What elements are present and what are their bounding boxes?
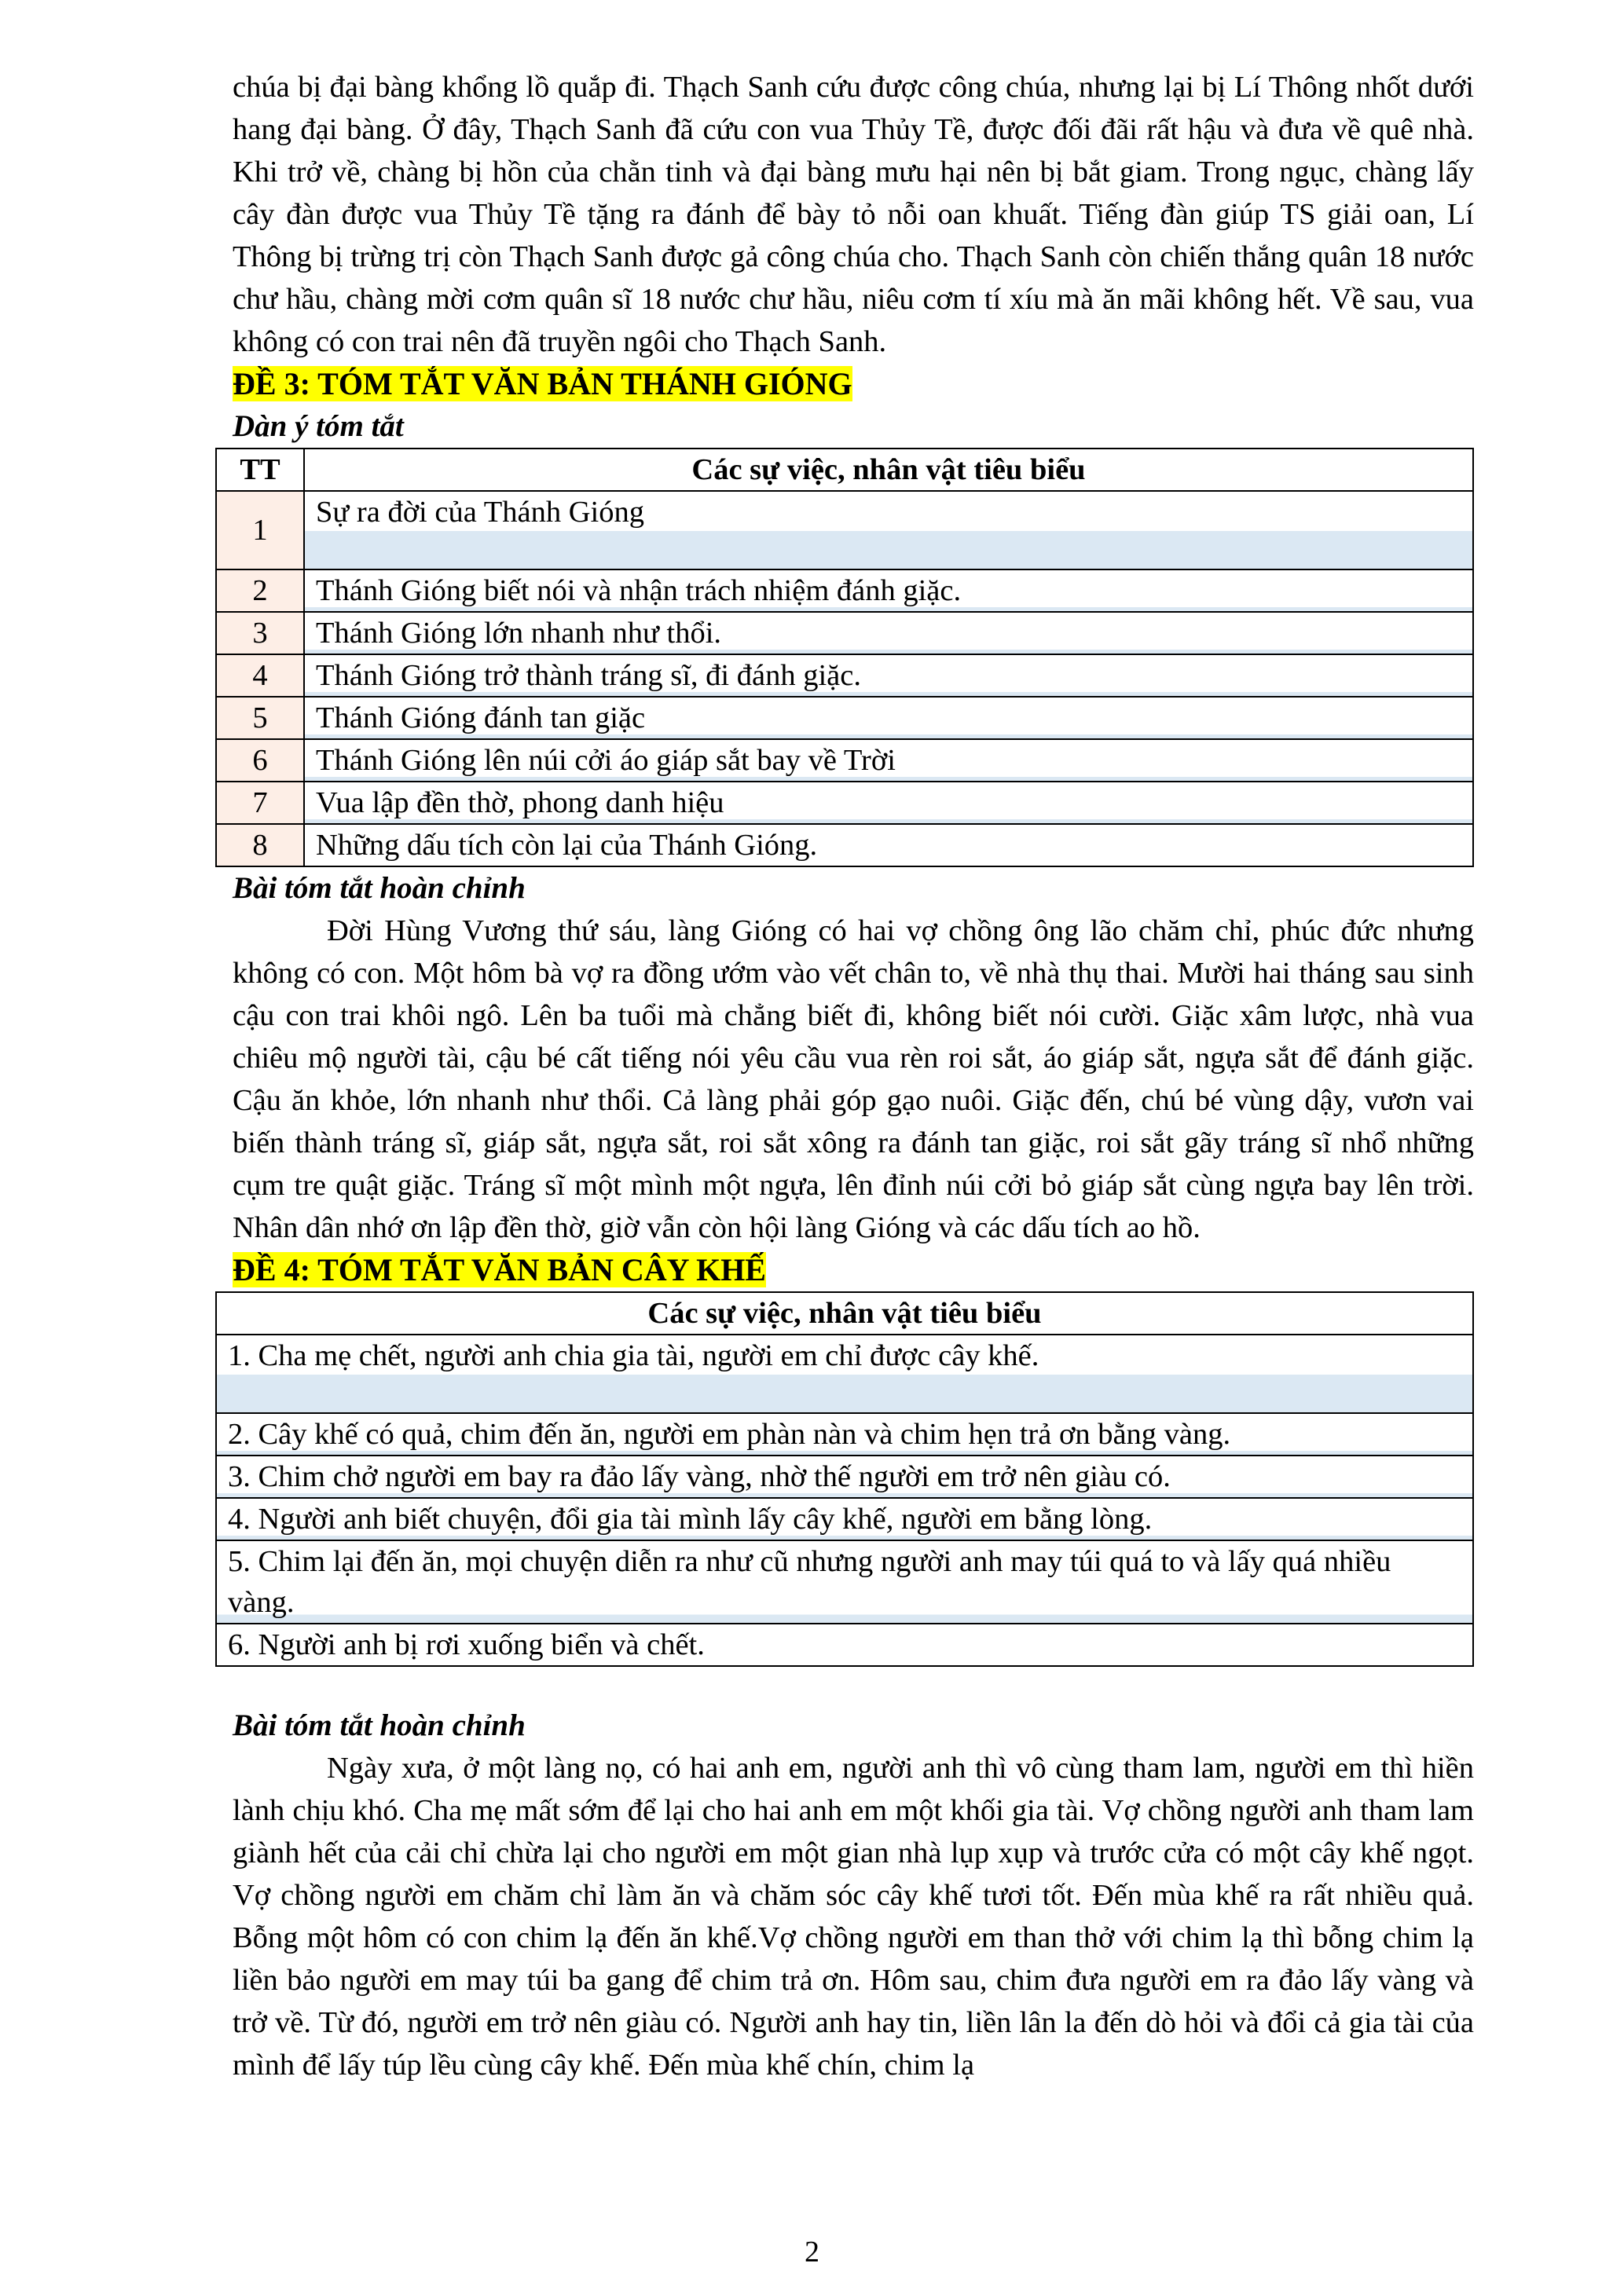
row-text: 1. Cha mẹ chết, người anh chia gia tài, người em chỉ được cây khế. [216, 1335, 1473, 1413]
table-row [216, 1624, 1473, 1666]
table-row [216, 1540, 1473, 1624]
row-text: 4. Người anh biết chuyện, đổi gia tài mình lấy cây khế, người em bằng lòng. [216, 1498, 1473, 1540]
row-number: 7 [216, 782, 304, 824]
outline-label: Dàn ý tóm tắt [233, 409, 404, 443]
page-number: 2 [805, 2236, 819, 2269]
row-text: Thánh Gióng biết nói và nhận trách nhiệm đánh giặc. [304, 569, 1473, 612]
table-row [216, 824, 1473, 866]
table-row [216, 782, 1473, 824]
row-number: 5 [216, 697, 304, 739]
table-row [216, 1335, 1473, 1413]
document-page [228, 66, 1474, 2086]
heading-highlight: ĐỀ 3: TÓM TẮT VĂN BẢN THÁNH GIÓNG [233, 366, 852, 401]
section-heading-de3 [233, 363, 1474, 405]
table-row [216, 491, 1473, 569]
heading-highlight: ĐỀ 4: TÓM TẮT VĂN BẢN CÂY KHẾ [233, 1252, 766, 1287]
row-number: 3 [216, 612, 304, 654]
summary-paragraph-de4: Ngày xưa, ở một làng nọ, có hai anh em, người anh thì vô cùng tham lam, người em thì hiền lành chịu khó. Cha mẹ mất sớm để lại cho hai anh em một khối gia tài. Vợ chồng người anh tham lam giành hết của cải chỉ chừa lại cho người em một gian nhà lụp xụp và trước cửa có một cây khế ngọt. Vợ chồng người em chăm chỉ làm ăn và chăm sóc cây khế tươi tốt. Đến mùa khế ra rất nhiều quả. Bỗng một hôm có con chim lạ đến ăn khế.Vợ chồng người em than thở với chim lạ thì bỗng chim lạ liền bảo người em may túi ba gang để chim trả ơn. Hôm sau, chim đưa người em ra đảo lấy vàng và trở về. Từ đó, người em trở nên giàu có. Người anh hay tin, liền lân la đến dò hỏi và đổi cả gia tài của mình để lấy túp lều cùng cây khế. Đến mùa khế chín, chim lạ [233, 1752, 1474, 2082]
table-row [216, 1498, 1473, 1540]
intro-paragraph: chúa bị đại bàng khổng lồ quắp đi. Thạch Sanh cứu được công chúa, nhưng lại bị Lí Thông nhốt dưới hang đại bàng. Ở đây, Thạch Sanh đã cứu con vua Thủy Tề, được đối đãi rất hậu và đưa về quê nhà. Khi trở về, chàng bị hồn của chằn tinh và đại bàng mưu hại nên bị bắt giam. Trong ngục, chàng lấy cây đàn được vua Thủy Tề tặng ra đánh để bày tỏ nỗi oan khuất. Tiếng đàn giúp TS giải oan, Lí Thông bị trừng trị còn Thạch Sanh được gả công chúa cho. Thạch Sanh còn chiến thắng quân 18 nước chư hầu, chàng mời cơm quân sĩ 18 nước chư hầu, niêu cơm tí xíu mà ăn mãi không hết. Về sau, vua không có con trai nên đã truyền ngôi cho Thạch Sanh. [233, 71, 1474, 358]
row-number: 6 [216, 739, 304, 782]
table-row [216, 739, 1473, 782]
events-table-thanh-giong [215, 448, 1474, 867]
table-header-row [216, 1292, 1473, 1335]
row-text: Thánh Gióng lên núi cởi áo giáp sắt bay về Trời [304, 739, 1473, 782]
column-header-events: Các sự việc, nhân vật tiêu biểu [304, 449, 1473, 491]
table-row [216, 1413, 1473, 1456]
table-row [216, 654, 1473, 697]
column-header-tt: TT [216, 449, 304, 491]
table-row [216, 1456, 1473, 1498]
summary-label-de3: Bài tóm tắt hoàn chỉnh [233, 871, 526, 905]
section-heading-de4 [233, 1249, 1474, 1291]
row-number: 4 [216, 654, 304, 697]
row-text: Thánh Gióng lớn nhanh như thổi. [304, 612, 1473, 654]
table-row [216, 569, 1473, 612]
row-text: 2. Cây khế có quả, chim đến ăn, người em phàn nàn và chim hẹn trả ơn bằng vàng. [216, 1413, 1473, 1456]
row-number: 1 [216, 491, 304, 569]
table-row [216, 612, 1473, 654]
table-header-row [216, 449, 1473, 491]
row-text: Thánh Gióng đánh tan giặc [304, 697, 1473, 739]
table-row [216, 697, 1473, 739]
summary-label-de4: Bài tóm tắt hoàn chỉnh [233, 1708, 526, 1742]
row-text: Những dấu tích còn lại của Thánh Gióng. [304, 824, 1473, 866]
row-text: Vua lập đền thờ, phong danh hiệu [304, 782, 1473, 824]
row-text: 6. Người anh bị rơi xuống biển và chết. [216, 1624, 1473, 1666]
row-number: 2 [216, 569, 304, 612]
row-text: Thánh Gióng trở thành tráng sĩ, đi đánh giặc. [304, 654, 1473, 697]
column-header-events: Các sự việc, nhân vật tiêu biểu [216, 1292, 1473, 1335]
spacer [233, 1667, 1474, 1705]
row-text: 3. Chim chở người em bay ra đảo lấy vàng, nhờ thế người em trở nên giàu có. [216, 1456, 1473, 1498]
row-number: 8 [216, 824, 304, 866]
events-table-cay-khe [215, 1291, 1474, 1667]
row-text: Sự ra đời của Thánh Gióng [304, 491, 1473, 569]
row-text: 5. Chim lại đến ăn, mọi chuyện diễn ra như cũ nhưng người anh may túi quá to và lấy quá nhiều vàng. [216, 1540, 1473, 1624]
summary-paragraph-de3: Đời Hùng Vương thứ sáu, làng Gióng có hai vợ chồng ông lão chăm chỉ, phúc đức nhưng không có con. Một hôm bà vợ ra đồng ướm vào vết chân to, về nhà thụ thai. Mười hai tháng sau sinh cậu con trai khôi ngô. Lên ba tuổi mà chẳng biết đi, không biết nói cười. Giặc xâm lược, nhà vua chiêu mộ người tài, cậu bé cất tiếng nói yêu cầu vua rèn roi sắt, áo giáp sắt, ngựa sắt để đánh giặc. Cậu ăn khỏe, lớn nhanh như thổi. Cả làng phải góp gạo nuôi. Giặc đến, chú bé vùng dậy, vươn vai biến thành tráng sĩ, giáp sắt, ngựa sắt, roi sắt xông ra đánh tan giặc, roi sắt gãy tráng sĩ nhổ những cụm tre quật giặc. Tráng sĩ một mình một ngựa, lên đỉnh núi cởi bỏ giáp sắt cùng ngựa bay lên trời. Nhân dân nhớ ơn lập đền thờ, giờ vẫn còn hội làng Gióng và các dấu tích ao hồ. [233, 914, 1474, 1244]
